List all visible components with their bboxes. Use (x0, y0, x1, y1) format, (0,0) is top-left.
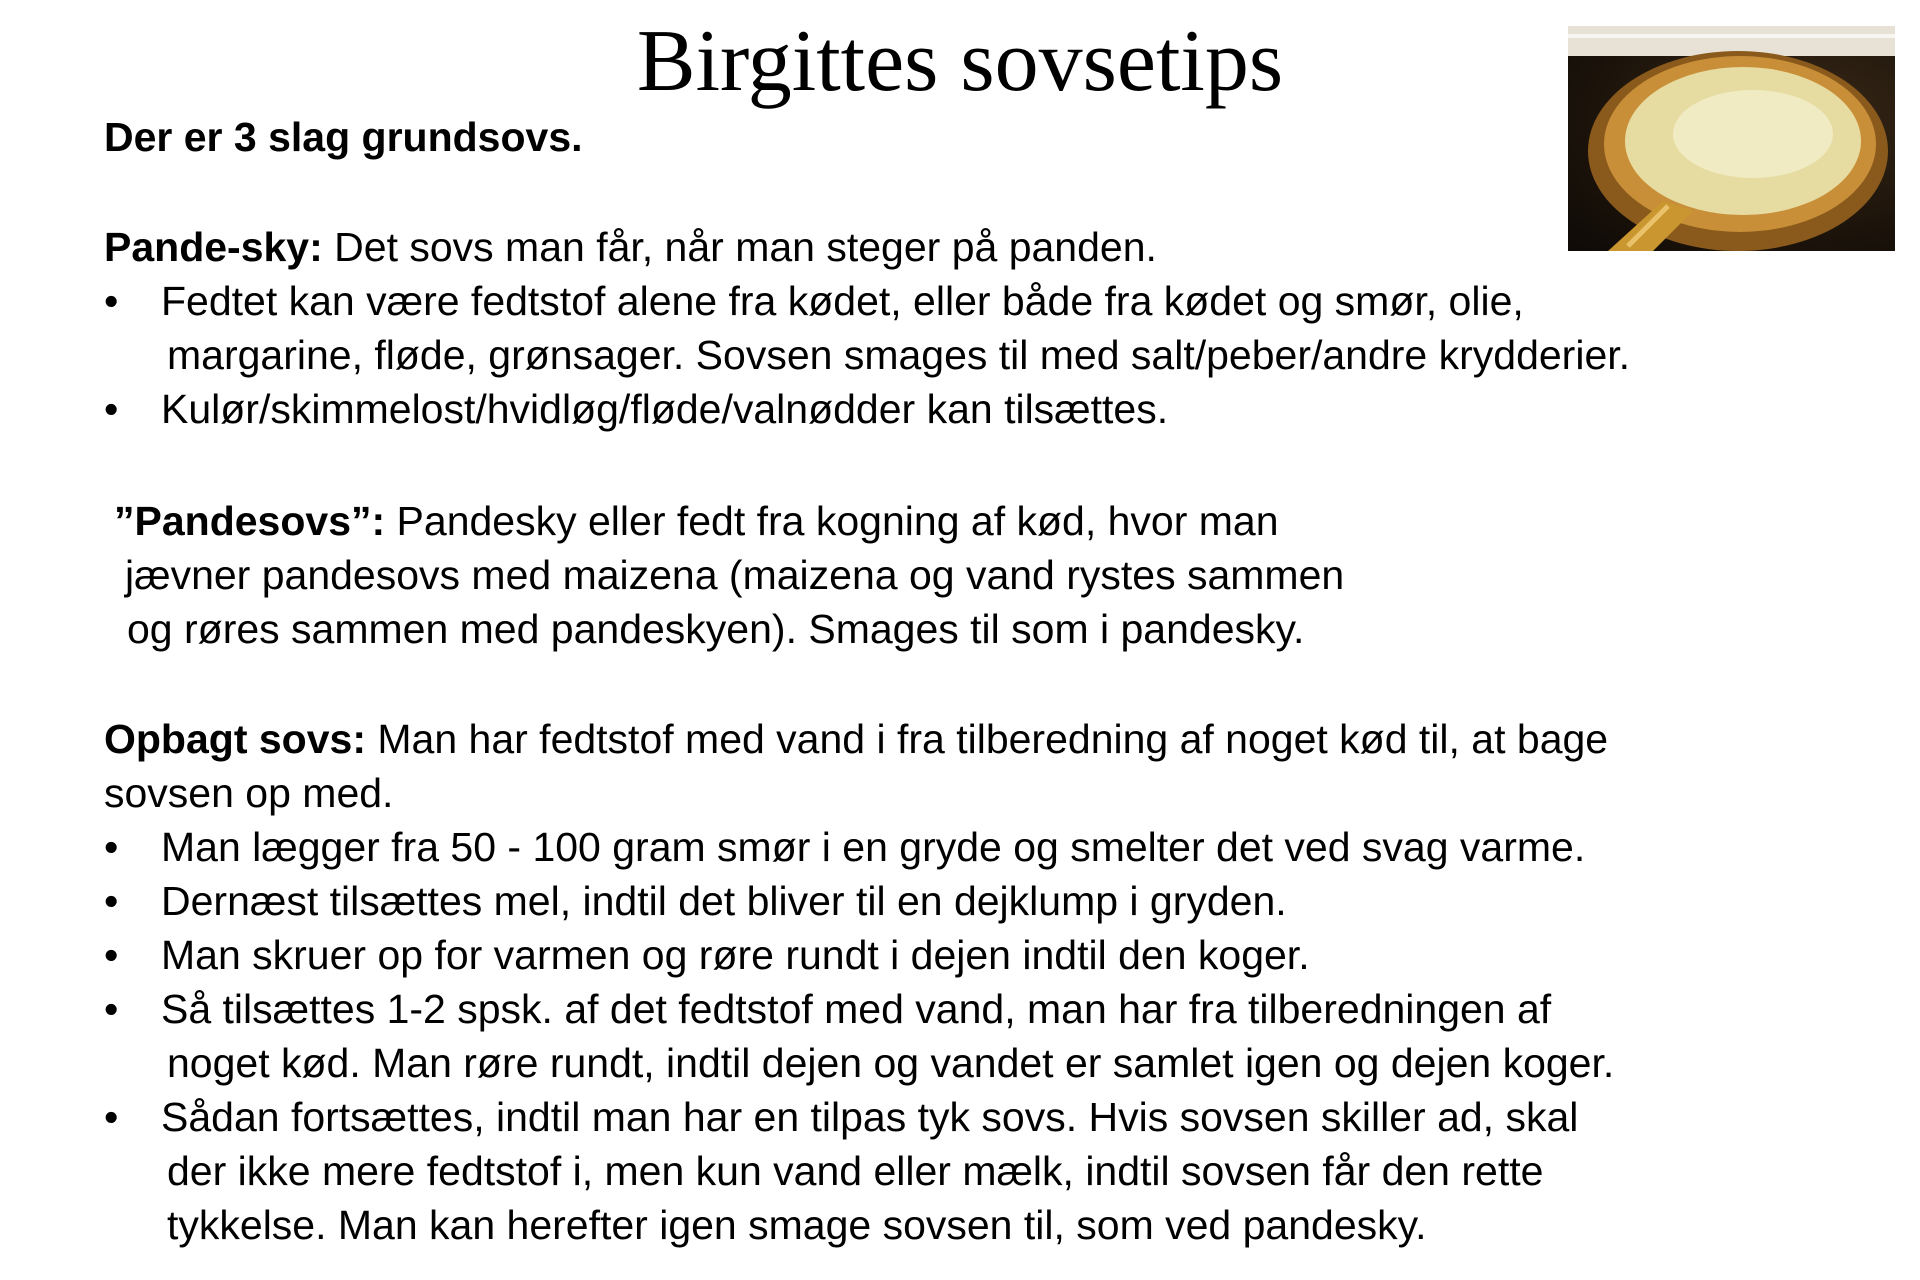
bullet-text-line: Kulør/skimmelost/hvidløg/fløde/valnødder kan tilsættes. (161, 386, 1169, 432)
opbagt-sovs-heading: Opbagt sovs: (104, 716, 366, 762)
bullet-marker: • (104, 1094, 119, 1140)
intro-text: Der er 3 slag grundsovs. (104, 114, 583, 160)
opbagt-sovs-line: sovsen op med. (104, 770, 394, 816)
bullet-text-line: Man skruer op for varmen og røre rundt i dejen indtil den koger. (161, 932, 1310, 978)
bullet-text-line: der ikke mere fedtstof i, men kun vand eller mælk, indtil sovsen får den rette (167, 1148, 1544, 1194)
bullet-marker: • (104, 386, 119, 432)
pandesovs-line (114, 496, 1279, 546)
bullet-text-line: Dernæst tilsættes mel, indtil det bliver til en dejklump i gryden. (161, 878, 1287, 924)
pandesovs-heading: ”Pandesovs”: (114, 498, 386, 544)
bullet-text-line: Så tilsættes 1-2 spsk. af det fedtstof med vand, man har fra tilberedningen af (161, 986, 1552, 1032)
bullet-text-line: noget kød. Man røre rundt, indtil dejen og vandet er samlet igen og dejen koger. (167, 1040, 1615, 1086)
bullet-text-line: Sådan fortsættes, indtil man har en tilpas tyk sovs. Hvis sovsen skiller ad, skal (161, 1094, 1579, 1140)
bullet-text-line: margarine, fløde, grønsager. Sovsen smages til med salt/peber/andre krydderier. (167, 332, 1631, 378)
page-title: Birgittes sovsetips (636, 13, 1284, 110)
bullet-marker: • (104, 932, 119, 978)
bullet-marker: • (104, 824, 119, 870)
pandesovs-line: jævner pandesovs med maizena (maizena og vand rystes sammen (125, 552, 1345, 598)
bullet-text-line: Man lægger fra 50 - 100 gram smør i en gryde og smelter det ved svag varme. (161, 824, 1586, 870)
bullet-text-line: tykkelse. Man kan herefter igen smage sovsen til, som ved pandesky. (167, 1202, 1427, 1248)
bullet-text-line: Fedtet kan være fedtstof alene fra kødet, eller både fra kødet og smør, olie, (161, 278, 1524, 324)
sauce-pot-photo (1568, 26, 1895, 251)
pande-sky-paragraph (104, 222, 1157, 272)
pandesovs-line: og røres sammen med pandeskyen). Smages til som i pandesky. (127, 606, 1305, 652)
bullet-marker: • (104, 878, 119, 924)
bullet-marker: • (104, 986, 119, 1032)
pandesovs-text: Pandesky eller fedt fra kogning af kød, hvor man (385, 498, 1279, 544)
bullet-marker: • (104, 278, 119, 324)
pande-sky-heading: Pande-sky: (104, 224, 323, 270)
sauce-pot-photo-icon (1568, 26, 1895, 251)
pande-sky-text: Det sovs man får, når man steger på panden. (322, 224, 1157, 270)
opbagt-sovs-line (104, 714, 1608, 764)
opbagt-sovs-text: Man har fedtstof med vand i fra tilberedning af noget kød til, at bage (365, 716, 1609, 762)
